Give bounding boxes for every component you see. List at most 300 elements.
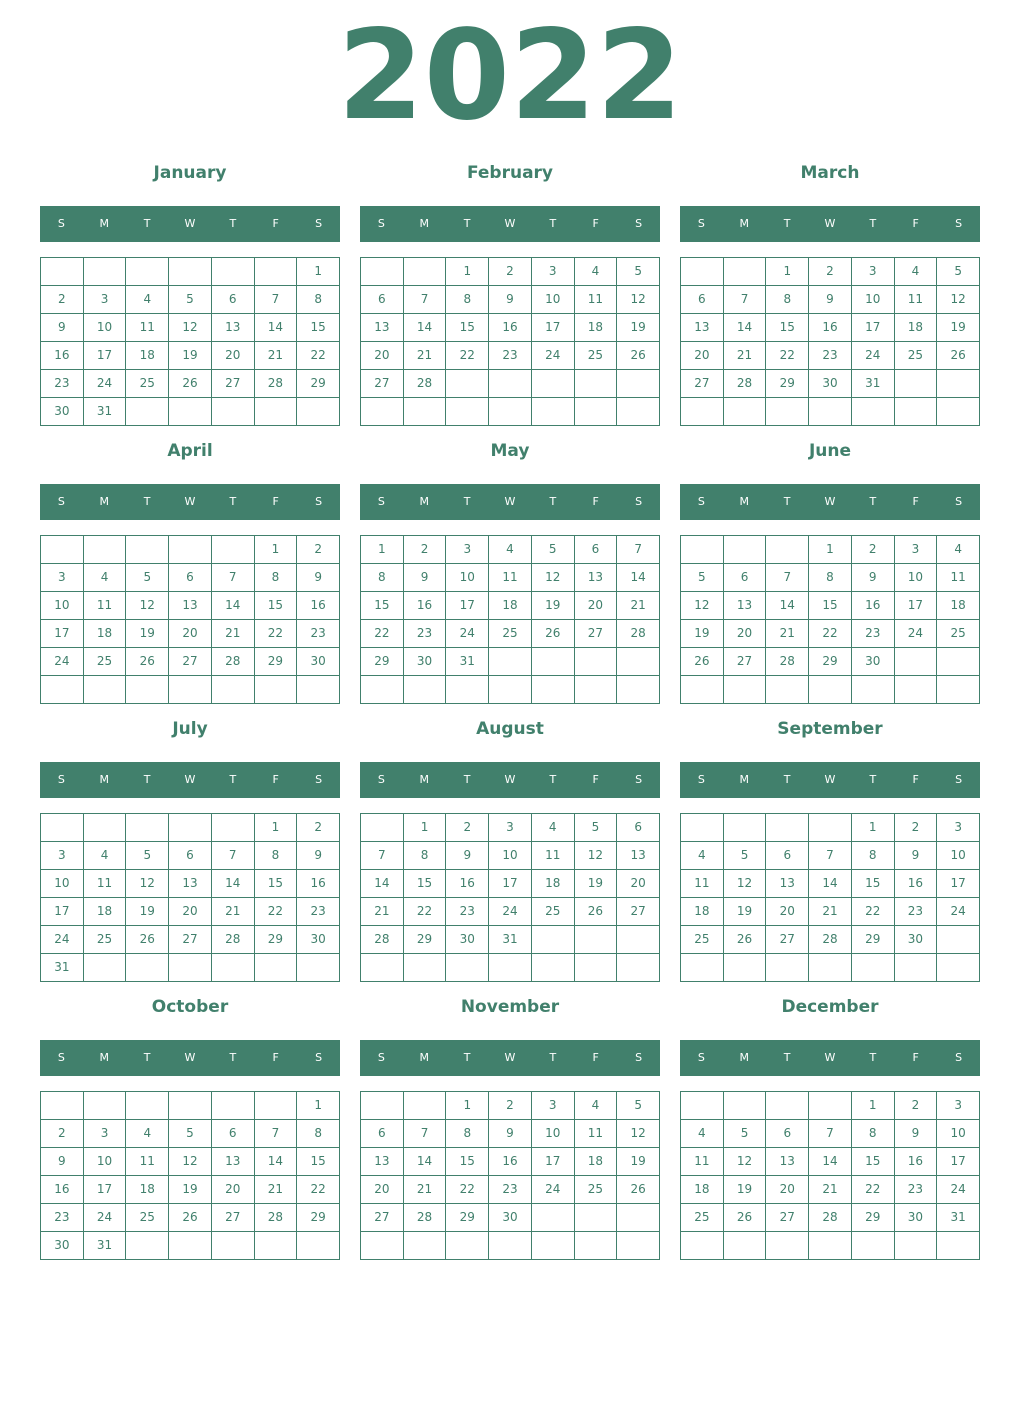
day-cell: 4	[681, 842, 724, 870]
weekday-label: S	[955, 773, 963, 786]
empty-day-cell	[575, 926, 618, 954]
day-cell: 26	[724, 926, 767, 954]
day-cell: 14	[212, 592, 255, 620]
day-cell: 7	[404, 286, 447, 314]
day-cell: 4	[84, 842, 127, 870]
weekday-header	[40, 484, 340, 520]
day-cell: 27	[361, 370, 404, 398]
day-cell: 25	[84, 926, 127, 954]
day-cell: 8	[766, 286, 809, 314]
day-cell: 19	[126, 898, 169, 926]
empty-day-cell	[617, 926, 660, 954]
weekday-label: S	[377, 217, 385, 230]
day-cell: 28	[404, 370, 447, 398]
day-cell: 20	[681, 342, 724, 370]
empty-day-cell	[724, 536, 767, 564]
weekday-header	[360, 762, 660, 798]
day-cell: 6	[766, 842, 809, 870]
day-cell: 15	[255, 870, 298, 898]
day-cell: 27	[766, 1204, 809, 1232]
day-cell: 4	[575, 258, 618, 286]
day-cell: 13	[724, 592, 767, 620]
weekday-label: W	[824, 1051, 836, 1064]
day-grid	[40, 257, 340, 426]
day-cell: 19	[724, 898, 767, 926]
weekday-label: T	[549, 495, 557, 508]
day-cell: 10	[532, 1120, 575, 1148]
weekday-label: M	[419, 217, 430, 230]
empty-day-cell	[617, 1232, 660, 1260]
day-cell: 3	[532, 258, 575, 286]
day-cell: 13	[766, 870, 809, 898]
empty-day-cell	[126, 676, 169, 704]
weekday-label: S	[315, 217, 323, 230]
empty-day-cell	[297, 676, 340, 704]
day-cell: 13	[766, 1148, 809, 1176]
day-cell: 19	[126, 620, 169, 648]
day-cell: 3	[532, 1092, 575, 1120]
day-cell: 2	[895, 814, 938, 842]
day-cell: 16	[404, 592, 447, 620]
empty-day-cell	[169, 258, 212, 286]
weekday-label: T	[143, 1051, 151, 1064]
day-cell: 22	[809, 620, 852, 648]
empty-day-cell	[575, 398, 618, 426]
empty-day-cell	[126, 258, 169, 286]
day-cell: 7	[361, 842, 404, 870]
day-cell: 22	[766, 342, 809, 370]
empty-day-cell	[126, 954, 169, 982]
day-grid	[360, 257, 660, 426]
day-cell: 24	[84, 370, 127, 398]
day-cell: 30	[297, 648, 340, 676]
day-cell: 10	[41, 592, 84, 620]
weekday-label: F	[592, 773, 599, 786]
weekday-label: S	[635, 1051, 643, 1064]
day-cell: 6	[169, 842, 212, 870]
day-cell: 5	[575, 814, 618, 842]
empty-day-cell	[766, 1232, 809, 1260]
weekday-label: W	[824, 773, 836, 786]
day-cell: 16	[297, 592, 340, 620]
day-cell: 9	[41, 314, 84, 342]
empty-day-cell	[809, 398, 852, 426]
day-cell: 28	[255, 1204, 298, 1232]
day-cell: 10	[84, 314, 127, 342]
day-cell: 12	[937, 286, 980, 314]
day-cell: 15	[809, 592, 852, 620]
month-november	[360, 996, 660, 1260]
day-cell: 27	[212, 370, 255, 398]
empty-day-cell	[297, 398, 340, 426]
empty-day-cell	[297, 1232, 340, 1260]
day-cell: 14	[212, 870, 255, 898]
day-cell: 12	[617, 286, 660, 314]
day-cell: 16	[489, 1148, 532, 1176]
empty-day-cell	[724, 258, 767, 286]
empty-day-cell	[297, 954, 340, 982]
month-april	[40, 440, 340, 704]
day-cell: 12	[681, 592, 724, 620]
weekday-header	[40, 206, 340, 242]
day-cell: 7	[404, 1120, 447, 1148]
empty-day-cell	[404, 258, 447, 286]
day-cell: 21	[404, 1176, 447, 1204]
empty-day-cell	[617, 648, 660, 676]
empty-day-cell	[361, 676, 404, 704]
weekday-label: M	[99, 1051, 110, 1064]
day-cell: 16	[489, 314, 532, 342]
empty-day-cell	[41, 676, 84, 704]
day-grid	[680, 257, 980, 426]
day-cell: 5	[532, 536, 575, 564]
empty-day-cell	[852, 1232, 895, 1260]
day-cell: 11	[575, 1120, 618, 1148]
empty-day-cell	[126, 814, 169, 842]
day-cell: 26	[937, 342, 980, 370]
weekday-label: T	[143, 495, 151, 508]
weekday-label: M	[739, 495, 750, 508]
day-cell: 22	[446, 342, 489, 370]
day-cell: 4	[126, 286, 169, 314]
weekday-label: S	[57, 495, 65, 508]
day-cell: 25	[126, 370, 169, 398]
empty-day-cell	[169, 814, 212, 842]
empty-day-cell	[575, 676, 618, 704]
weekday-label: S	[697, 217, 705, 230]
weekday-label: F	[912, 217, 919, 230]
day-cell: 18	[575, 1148, 618, 1176]
day-cell: 23	[895, 1176, 938, 1204]
weekday-label: T	[783, 495, 791, 508]
empty-day-cell	[126, 1232, 169, 1260]
day-cell: 9	[489, 1120, 532, 1148]
day-cell: 15	[297, 314, 340, 342]
day-cell: 20	[766, 898, 809, 926]
day-cell: 14	[809, 1148, 852, 1176]
weekday-label: S	[57, 217, 65, 230]
day-cell: 13	[361, 1148, 404, 1176]
day-cell: 29	[297, 370, 340, 398]
empty-day-cell	[212, 258, 255, 286]
empty-day-cell	[361, 1232, 404, 1260]
weekday-label: S	[315, 1051, 323, 1064]
day-cell: 19	[532, 592, 575, 620]
weekday-label: W	[824, 495, 836, 508]
day-cell: 23	[297, 620, 340, 648]
day-cell: 28	[361, 926, 404, 954]
weekday-label: T	[229, 1051, 237, 1064]
empty-day-cell	[895, 370, 938, 398]
empty-day-cell	[895, 676, 938, 704]
empty-day-cell	[212, 814, 255, 842]
empty-day-cell	[126, 536, 169, 564]
day-cell: 9	[297, 564, 340, 592]
day-cell: 26	[169, 370, 212, 398]
day-cell: 20	[766, 1176, 809, 1204]
day-cell: 4	[575, 1092, 618, 1120]
day-cell: 23	[41, 370, 84, 398]
empty-day-cell	[532, 648, 575, 676]
empty-day-cell	[724, 676, 767, 704]
empty-day-cell	[766, 398, 809, 426]
empty-day-cell	[489, 954, 532, 982]
day-grid	[360, 813, 660, 982]
empty-day-cell	[255, 676, 298, 704]
day-cell: 7	[617, 536, 660, 564]
day-cell: 31	[84, 398, 127, 426]
day-cell: 2	[852, 536, 895, 564]
weekday-label: F	[592, 495, 599, 508]
empty-day-cell	[809, 814, 852, 842]
day-grid	[680, 1091, 980, 1260]
empty-day-cell	[446, 370, 489, 398]
day-cell: 21	[724, 342, 767, 370]
day-cell: 17	[895, 592, 938, 620]
month-may	[360, 440, 660, 704]
day-cell: 7	[809, 842, 852, 870]
day-cell: 16	[41, 1176, 84, 1204]
empty-day-cell	[937, 676, 980, 704]
day-cell: 10	[852, 286, 895, 314]
day-cell: 10	[895, 564, 938, 592]
day-cell: 22	[446, 1176, 489, 1204]
day-cell: 22	[255, 620, 298, 648]
day-cell: 18	[532, 870, 575, 898]
day-cell: 13	[212, 1148, 255, 1176]
empty-day-cell	[84, 814, 127, 842]
day-cell: 29	[361, 648, 404, 676]
day-cell: 6	[212, 286, 255, 314]
day-cell: 21	[766, 620, 809, 648]
day-cell: 18	[681, 898, 724, 926]
day-cell: 4	[532, 814, 575, 842]
day-cell: 5	[724, 1120, 767, 1148]
day-cell: 29	[297, 1204, 340, 1232]
day-cell: 10	[446, 564, 489, 592]
day-cell: 21	[212, 898, 255, 926]
day-cell: 3	[937, 814, 980, 842]
day-cell: 27	[724, 648, 767, 676]
day-cell: 19	[169, 1176, 212, 1204]
day-cell: 24	[41, 926, 84, 954]
day-cell: 21	[255, 342, 298, 370]
weekday-label: M	[419, 773, 430, 786]
day-cell: 6	[681, 286, 724, 314]
day-cell: 2	[446, 814, 489, 842]
day-cell: 1	[361, 536, 404, 564]
day-cell: 22	[297, 1176, 340, 1204]
month-name: November	[460, 997, 560, 1017]
empty-day-cell	[809, 954, 852, 982]
day-cell: 26	[724, 1204, 767, 1232]
day-cell: 28	[809, 926, 852, 954]
empty-day-cell	[617, 676, 660, 704]
day-cell: 3	[852, 258, 895, 286]
day-cell: 27	[681, 370, 724, 398]
weekday-label: S	[697, 495, 705, 508]
empty-day-cell	[681, 1232, 724, 1260]
empty-day-cell	[724, 954, 767, 982]
day-cell: 5	[169, 1120, 212, 1148]
day-cell: 7	[809, 1120, 852, 1148]
day-cell: 30	[446, 926, 489, 954]
day-cell: 16	[895, 1148, 938, 1176]
day-cell: 10	[937, 1120, 980, 1148]
day-cell: 31	[489, 926, 532, 954]
day-cell: 10	[937, 842, 980, 870]
empty-day-cell	[212, 1092, 255, 1120]
day-cell: 16	[895, 870, 938, 898]
month-name: December	[781, 997, 879, 1017]
day-cell: 23	[297, 898, 340, 926]
empty-day-cell	[681, 398, 724, 426]
day-cell: 27	[766, 926, 809, 954]
day-cell: 30	[895, 926, 938, 954]
empty-day-cell	[361, 398, 404, 426]
day-cell: 22	[852, 1176, 895, 1204]
day-cell: 4	[84, 564, 127, 592]
day-cell: 29	[255, 926, 298, 954]
day-cell: 8	[255, 842, 298, 870]
day-cell: 9	[852, 564, 895, 592]
weekday-label: T	[869, 773, 877, 786]
day-cell: 6	[212, 1120, 255, 1148]
empty-day-cell	[255, 1232, 298, 1260]
day-cell: 10	[84, 1148, 127, 1176]
day-cell: 9	[297, 842, 340, 870]
day-cell: 25	[575, 342, 618, 370]
day-cell: 24	[895, 620, 938, 648]
empty-day-cell	[724, 1092, 767, 1120]
empty-day-cell	[575, 370, 618, 398]
day-cell: 21	[255, 1176, 298, 1204]
weekday-header	[360, 206, 660, 242]
month-december	[680, 996, 980, 1260]
day-cell: 16	[41, 342, 84, 370]
day-cell: 1	[852, 814, 895, 842]
day-cell: 18	[84, 620, 127, 648]
day-cell: 20	[169, 620, 212, 648]
day-cell: 2	[297, 536, 340, 564]
weekday-label: T	[783, 773, 791, 786]
day-cell: 24	[532, 342, 575, 370]
day-cell: 8	[446, 1120, 489, 1148]
weekday-label: F	[592, 1051, 599, 1064]
day-cell: 3	[446, 536, 489, 564]
day-cell: 8	[446, 286, 489, 314]
day-cell: 11	[681, 870, 724, 898]
empty-day-cell	[852, 398, 895, 426]
weekday-label: T	[869, 217, 877, 230]
day-cell: 11	[84, 870, 127, 898]
day-grid	[360, 535, 660, 704]
day-cell: 25	[681, 926, 724, 954]
day-cell: 30	[809, 370, 852, 398]
day-cell: 5	[126, 564, 169, 592]
weekday-label: S	[377, 495, 385, 508]
weekday-label: T	[549, 217, 557, 230]
weekday-label: W	[184, 217, 196, 230]
weekday-header	[360, 484, 660, 520]
weekday-label: W	[504, 1051, 516, 1064]
day-cell: 19	[617, 1148, 660, 1176]
day-cell: 30	[852, 648, 895, 676]
month-january	[40, 162, 340, 426]
month-name: February	[466, 163, 554, 183]
day-cell: 2	[297, 814, 340, 842]
weekday-header	[40, 1040, 340, 1076]
month-march	[680, 162, 980, 426]
day-cell: 15	[446, 1148, 489, 1176]
day-cell: 17	[446, 592, 489, 620]
day-cell: 28	[766, 648, 809, 676]
day-cell: 12	[724, 1148, 767, 1176]
day-cell: 13	[169, 592, 212, 620]
empty-day-cell	[84, 258, 127, 286]
empty-day-cell	[809, 676, 852, 704]
day-cell: 12	[126, 870, 169, 898]
day-cell: 3	[41, 842, 84, 870]
day-cell: 20	[169, 898, 212, 926]
day-cell: 16	[446, 870, 489, 898]
month-name: July	[172, 719, 208, 739]
empty-day-cell	[575, 1232, 618, 1260]
empty-day-cell	[169, 1092, 212, 1120]
empty-day-cell	[895, 1232, 938, 1260]
empty-day-cell	[361, 954, 404, 982]
day-cell: 9	[446, 842, 489, 870]
day-cell: 10	[532, 286, 575, 314]
day-cell: 22	[361, 620, 404, 648]
empty-day-cell	[169, 954, 212, 982]
month-july	[40, 718, 340, 982]
weekday-label: M	[419, 495, 430, 508]
day-cell: 12	[532, 564, 575, 592]
day-cell: 25	[489, 620, 532, 648]
day-cell: 26	[617, 1176, 660, 1204]
empty-day-cell	[446, 676, 489, 704]
empty-day-cell	[212, 536, 255, 564]
weekday-label: S	[635, 773, 643, 786]
day-cell: 23	[895, 898, 938, 926]
day-cell: 4	[126, 1120, 169, 1148]
empty-day-cell	[895, 648, 938, 676]
weekday-label: S	[377, 1051, 385, 1064]
weekday-label: S	[697, 1051, 705, 1064]
day-grid	[680, 535, 980, 704]
day-cell: 11	[895, 286, 938, 314]
weekday-label: F	[272, 495, 279, 508]
weekday-label: M	[99, 217, 110, 230]
day-cell: 21	[212, 620, 255, 648]
day-cell: 29	[766, 370, 809, 398]
day-cell: 22	[297, 342, 340, 370]
empty-day-cell	[766, 814, 809, 842]
day-grid	[40, 1091, 340, 1260]
day-cell: 18	[126, 1176, 169, 1204]
day-cell: 31	[937, 1204, 980, 1232]
day-cell: 26	[126, 926, 169, 954]
month-february	[360, 162, 660, 426]
day-cell: 7	[255, 286, 298, 314]
day-cell: 7	[212, 842, 255, 870]
month-august	[360, 718, 660, 982]
day-cell: 5	[724, 842, 767, 870]
day-cell: 23	[41, 1204, 84, 1232]
day-cell: 1	[852, 1092, 895, 1120]
empty-day-cell	[532, 1204, 575, 1232]
